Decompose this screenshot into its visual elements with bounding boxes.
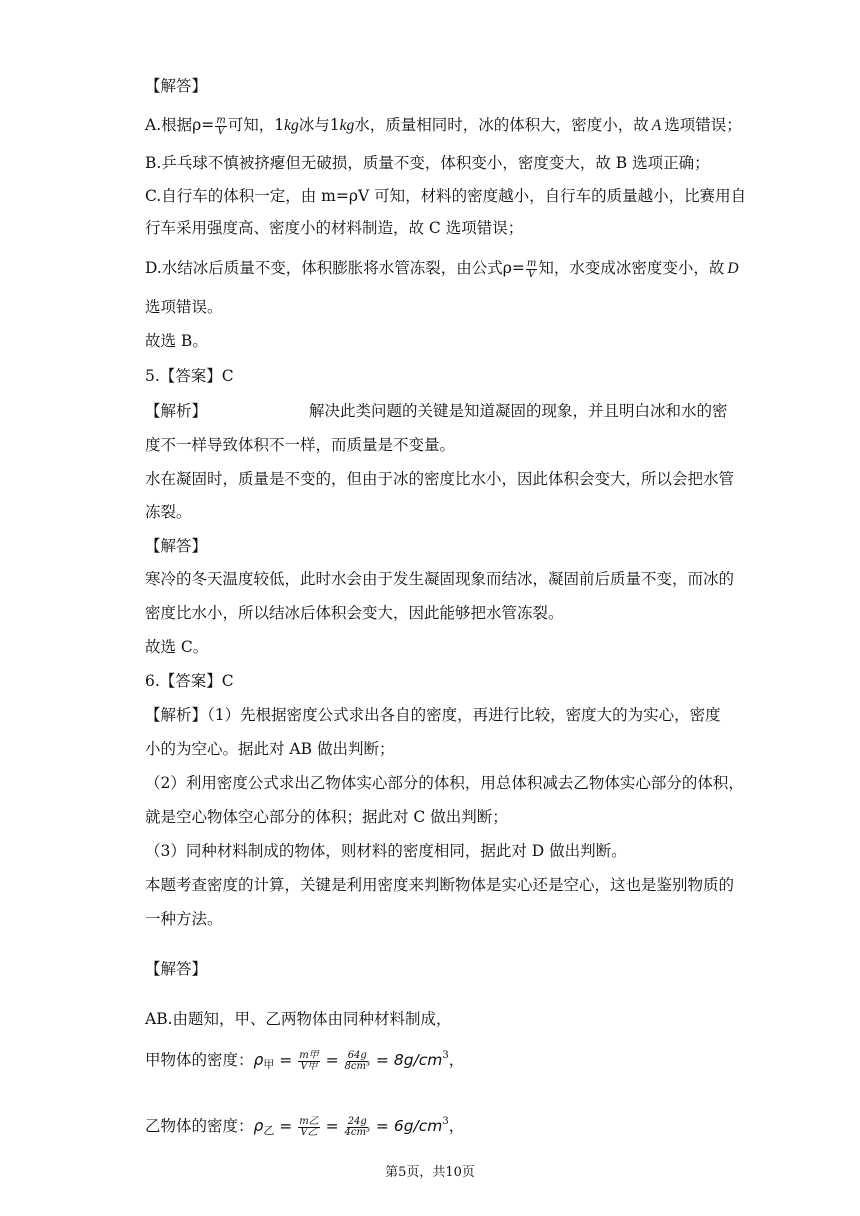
fraction-mass-volume	[298, 1117, 319, 1138]
text: 冰与1	[298, 116, 340, 134]
denominator: V	[528, 268, 536, 280]
text: 选项错误；	[664, 116, 742, 134]
text: 甲物体的密度：	[145, 1051, 254, 1069]
q6-step3: （3）同种材料制成的物体，则材料的密度相同，据此对 D 做出判断。	[145, 842, 627, 860]
subscript: 乙	[263, 1124, 275, 1137]
q6-ab: AB.由题知，甲、乙两物体由同种材料制成，	[145, 1010, 452, 1028]
text: 可知，1	[227, 116, 285, 134]
density-jia	[145, 1046, 464, 1075]
line-option-a	[145, 115, 742, 137]
fraction-mass-volume	[298, 1051, 319, 1072]
option-letter: A	[651, 117, 662, 134]
q5-solution: 寒冷的冬天温度较低，此时水会由于发生凝固现象而结冰，凝固前后质量不变，而冰的	[145, 570, 735, 588]
text: ，	[448, 1051, 465, 1069]
unit: kg	[339, 117, 355, 134]
equals: =	[274, 1051, 298, 1069]
superscript: 3	[442, 1116, 449, 1127]
q6-summary-cont: 一种方法。	[145, 910, 223, 928]
q5-text: 水在凝固时，质量是不变的，但由于冰的密度比水小，因此体积会变大，所以会把水管	[145, 470, 735, 488]
q5-text-cont: 冻裂。	[145, 503, 192, 521]
denominator: 4cm³	[344, 1126, 370, 1138]
q5-answer: 5.【答案】C	[145, 367, 234, 385]
text: 解决此类问题的关键是知道凝固的现象，并且明白冰和水的密	[309, 402, 728, 420]
rho-symbol: ρ	[253, 1117, 264, 1135]
page-footer: 第5页，共10页	[385, 1165, 475, 1180]
text: A.根据ρ=	[145, 116, 215, 134]
superscript: 3	[442, 1050, 449, 1061]
heading-solution-3: 【解答】	[145, 960, 208, 978]
numerator: m乙	[299, 1115, 319, 1127]
rho-symbol: ρ	[253, 1051, 264, 1069]
q5-analysis	[145, 401, 728, 421]
text: 知，水变成冰密度变小，故	[538, 259, 725, 277]
q6-analysis: 【解析】（1）先根据密度公式求出各自的密度，再进行比较，密度大的为实心，密度	[145, 706, 721, 724]
equals: =	[320, 1051, 344, 1069]
q5-solution-cont: 密度比水小，所以结冰后体积会变大，因此能够把水管冻裂。	[145, 604, 564, 622]
equals: =	[274, 1117, 298, 1135]
q6-summary: 本题考查密度的计算，关键是利用密度来判断物体是实心还是空心，这也是鉴别物质的	[145, 876, 735, 894]
denominator: 8cm³	[344, 1060, 370, 1072]
denominator: V	[217, 125, 225, 137]
label: 【解析】	[145, 402, 208, 420]
q6-answer: 6.【答案】C	[145, 672, 234, 690]
line-choice-b: 故选 B。	[145, 332, 208, 350]
line-option-c: C.自行车的体积一定，由 m=ρV 可知，材料的密度越小，自行车的质量越小，比赛用自	[145, 187, 747, 205]
fraction-values	[345, 1117, 370, 1138]
result: = 8g/cm	[371, 1051, 443, 1069]
numerator: 64g	[347, 1049, 367, 1061]
subscript: 甲	[263, 1058, 275, 1071]
line-option-d	[145, 258, 739, 280]
denominator: V甲	[300, 1060, 318, 1072]
line-option-d-cont: 选项错误。	[145, 298, 223, 316]
text: D.水结冰后质量不变，体积膨胀将水管冻裂，由公式ρ=	[145, 259, 525, 277]
equals: =	[320, 1117, 344, 1135]
line-option-b: B.乒乓球不慎被挤瘪但无破损，质量不变，体积变小，密度变大，故 B 选项正确；	[145, 154, 710, 172]
text: ，	[448, 1117, 465, 1135]
unit: kg	[284, 117, 299, 134]
fraction	[215, 116, 226, 137]
text: 乙物体的密度：	[145, 1117, 254, 1135]
fraction	[526, 259, 537, 280]
q6-step2: （2）利用密度公式求出乙物体实心部分的体积，用总体积减去乙物体实心部分的体积，	[145, 774, 744, 792]
q6-analysis-cont: 小的为空心。据此对 AB 做出判断；	[145, 740, 395, 758]
heading-solution-2: 【解答】	[145, 537, 208, 555]
option-letter: D	[727, 260, 739, 277]
line-option-c-cont: 行车采用强度高、密度小的材料制造，故 C 选项错误；	[145, 219, 524, 237]
numerator: m甲	[299, 1049, 319, 1061]
q6-step2-cont: 就是空心物体空心部分的体积；据此对 C 做出判断；	[145, 808, 508, 826]
text: 水，质量相同时，冰的体积大，密度小，故	[354, 116, 649, 134]
numerator: m	[526, 257, 537, 269]
numerator: m	[216, 114, 226, 126]
result: = 6g/cm	[371, 1117, 443, 1135]
numerator: 24g	[347, 1115, 367, 1127]
line-choice-c: 故选 C。	[145, 638, 209, 656]
density-yi	[145, 1112, 464, 1141]
heading-solution-1: 【解答】	[145, 77, 208, 95]
q5-analysis-cont: 度不一样导致体积不一样，而质量是不变量。	[145, 436, 456, 454]
denominator: V乙	[300, 1126, 318, 1138]
fraction-values	[345, 1051, 370, 1072]
